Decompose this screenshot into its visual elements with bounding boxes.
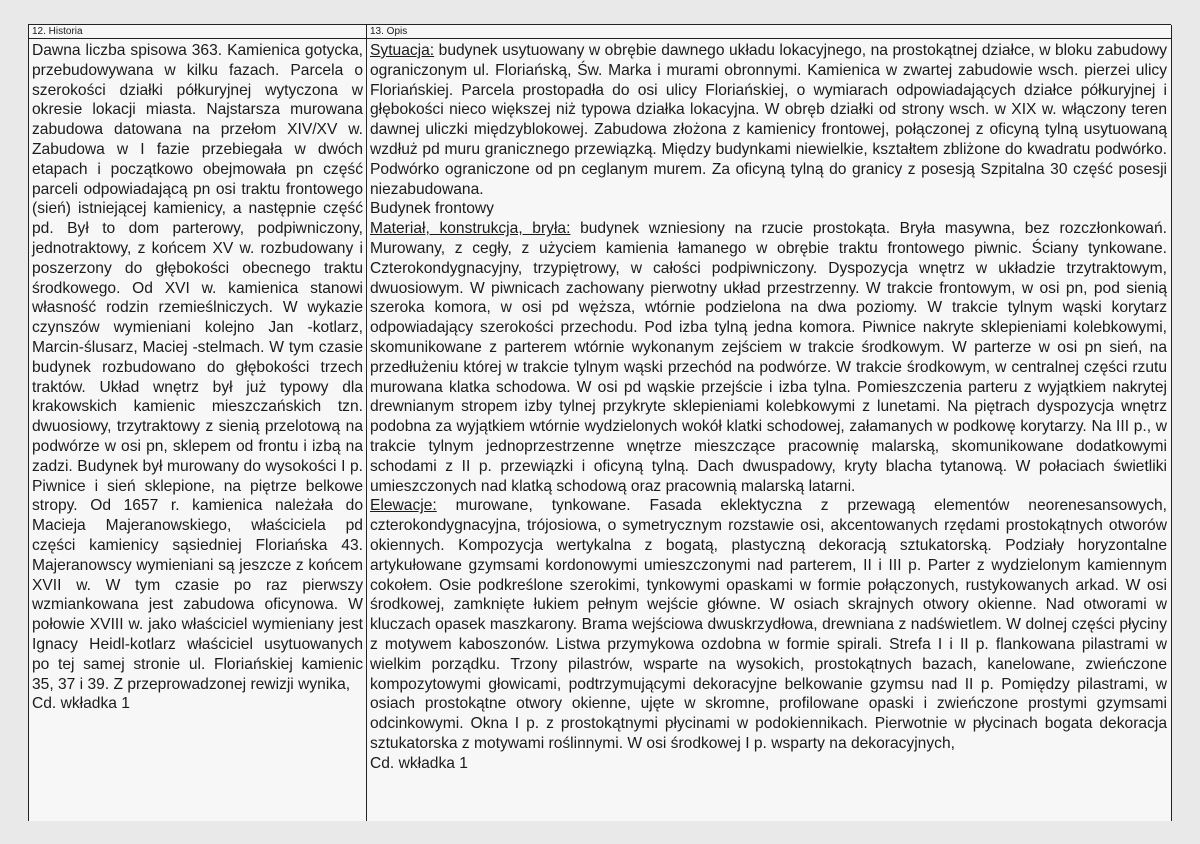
description-body [367,39,1171,773]
material-paragraph [370,219,1167,496]
front-building-heading: Budynek frontowy [370,200,494,218]
material-text: budynek wzniesiony na rzucie prostokąta. Bryła masywna, bez rozczłonkowań. Murowany, z cegły, z użyciem kamienia łamanego w obrębie traktu frontowego piwnic. Ściany tynkowane. Czterokondygnacyjny, trzypiętrowy, w całości podpiwniczony. Dyspozycja wnętrz w układzie trzytraktowym, dwuosiowym. W piwnicach zachowany pierwotny układ przestrzenny. W trakcie frontowym, w osi pn, pod sienią szeroka komora, w osi pd węższa, wtórnie podzielona na dwa poziomy. W trakcie tylnym wąski korytarz odpowiadający szerokości przechodu. Pod izba tylną jedna komora. Piwnice nakryte sklepieniami kolebkowymi, skomunikowane z parterem wtórnie wykonanym zejściem w trakcie środkowym. W parterze w osi pn sień, na przedłużeniu której w trakcie tylnym wąski przechód na podwórze. W trakcie środkowym, w centralnej części rzutu murowana klatka schodowa. W osi pd wąskie przejście i izba tylna. Pomieszczenia parteru z wyjątkiem nakrytej drewnianym stropem izby tylnej przykryte sklepieniami kolebkowymi z lunetami. Na piętrach dyspozycja wnętrz podobna za wyjątkiem wtórnie wydzielonych wokół klatki schodowej, załamanych w podkowę korytarzy. Na III p., w trakcie tylnym jednoprzestrzenne wnętrze mieszczące pracownię malarską, skomunikowane dodatkowymi schodami z II p. przewiązki i oficyną tylną. Dach dwuspadowy, kryty blacha tytanową. W połaciach świetliki umieszczonych nad klatką schodową oraz pracownią malarską latarni. [370,220,1167,495]
elevations-label: Elewacje: [370,497,437,515]
situation-label: Sytuacja: [370,42,435,59]
elevations-text: murowane, tynkowane. Fasada eklektyczna z przewagą elementów neorenesansowych, czterokondygnacyjna, trójosiowa, o symetrycznym rozstawie osi, akcentowanych rzędami prostokątnych otworów okiennych. Kompozycja wertykalna z bogatą, plastyczną dekoracją sztukatorską. Podziały horyzontalne artykułowane gzymsami kordonowymi umieszczonymi nad parterem, II i III p. Parter z wydzielonym kamiennym cokołem. Osie podkreślone szerokimi, tynkowymi opaskami w formie połączonych, rustykowanych arkad. W osi środkowej, zamknięte łukiem pełnym wejście główne. W osiach skrajnych otwory okienne. Nad otworami w kluczach opasek maszkarony. Brama wejściowa dwuskrzydłowa, drewniana z nadświetlem. W dolnej części płyciny z motywem kaboszonów. Listwa przymykowa ozdobna w formie spirali. Strefa I i II p. flankowana pilastrami w wielkim porządku. Trzony pilastrów, wsparte na wysokich, prostokątnych bazach, kanelowane, zwieńczone kompozytowymi głowicami, podtrzymującymi dekoracyjne belkowanie gzymsu nad II p. Pomiędzy pilastrami, w osiach prostokątne otwory okienne, ujęte w skromne, profilowane opaski i zwieńczone prostymi gzymsami odcinkowymi. Okna I p. z prostokątnymi płycinami w podokiennikach. Pierwotnie w płycinach bogata dekoracja sztukatorska z motywami roślinnymi. W osi środkowej I p. wsparty na dekoracyjnych, [370,497,1167,752]
situation-paragraph [370,41,1167,199]
history-body [29,39,366,714]
form-sheet [28,24,1171,821]
elevations-paragraph [370,496,1167,753]
description-continued-note: Cd. wkładka 1 [370,754,468,772]
material-label: Materiał, konstrukcja, bryła: [370,220,571,238]
situation-text: budynek usytuowany w obrębie dawnego układu lokacyjnego, na prostokątnej działce, w bloku zabudowy ograniczonym ul. Floriańską, Św. Marka i murami obronnymi. Kamienica w zwartej zabudowie wsch. pierzei ulicy Floriańskiej. Parcela prostopadła do osi ulicy Floriańskiej, o wymiarach odpowiadających działce półkuryjnej i głębokości nieco większej niż typowa działka lokacyjna. W obręb działki od strony wsch. w XIX w. włączony teren dawnej uliczki międzyblokowej. Zabudowa złożona z kamienicy frontowej, połączonej z oficyną tylną usytuowaną wzdłuż pd muru granicznego przewiązką. Między budynkami niewielkie, kształtem zbliżone do kwadratu podwórko. Podwórko ograniczone od pn ceglanym murem. Za oficyną tylną do granicy z posesją Szpitalna 30 część posesji niezabudowana. [370,42,1167,198]
history-text: Dawna liczba spisowa 363. Kamienica gotycka, przebudowywana w kilku fazach. Parcela o szerokości działki półkuryjnej wytyczona w okresie lokacji miasta. Najstarsza murowana zabudowa datowana na przełom XIV/XV w. Zabudowa w I fazie przebiegała w dwóch etapach i początkowo obejmowała pn część parceli odpowiadającą pn osi traktu frontowego (sień) istniejącej kamienicy, a następnie część pd. Był to dom parterowy, podpiwniczony, jednotraktowy, z końcem XV w. rozbudowany i poszerzony do głębokości obecnego traktu środkowego. Od XVI w. kamienica stanowi własność rodzin rzemieślniczych. W wykazie czynszów wymieniani kolejno Jan -kotlarz, Marcin-ślusarz, Maciej -stelmach. W tym czasie budynek rozbudowano do głębokości trzech traktów. Układ wnętrz był już typowy dla krakowskich kamienic mieszczańskich tzn. dwuosiowy, trzytraktowy z sienią przelotową na podwórze w osi pn, sklepem od frontu i izbą na zadzi. Budynek był murowany do wysokości I p. Piwnice i sień sklepione, na piętrze belkowe stropy. Od 1657 r. kamienica należała do Macieja Majeranowskiego, właściciela pd części kamienicy sąsiedniej Floriańska 43. Majeranowscy wymieniani są jeszcze z końcem XVII w. W tym czasie po raz pierwszy wzmiankowana jest zabudowa oficynowa. W połowie XVIII w. jako właściciel wymieniany jest Ignacy Heidl-kotlarz właściciel usytuowanych po tej samej stronie ul. Floriańskiej kamienic 35, 37 i 39. Z przeprowadzonej rewizji wynika, [32,42,363,693]
history-header: 12. Historia [29,25,366,39]
history-column [29,25,367,821]
description-header: 13. Opis [367,25,1171,39]
description-column [367,25,1172,821]
history-continued-note: Cd. wkładka 1 [32,695,130,713]
